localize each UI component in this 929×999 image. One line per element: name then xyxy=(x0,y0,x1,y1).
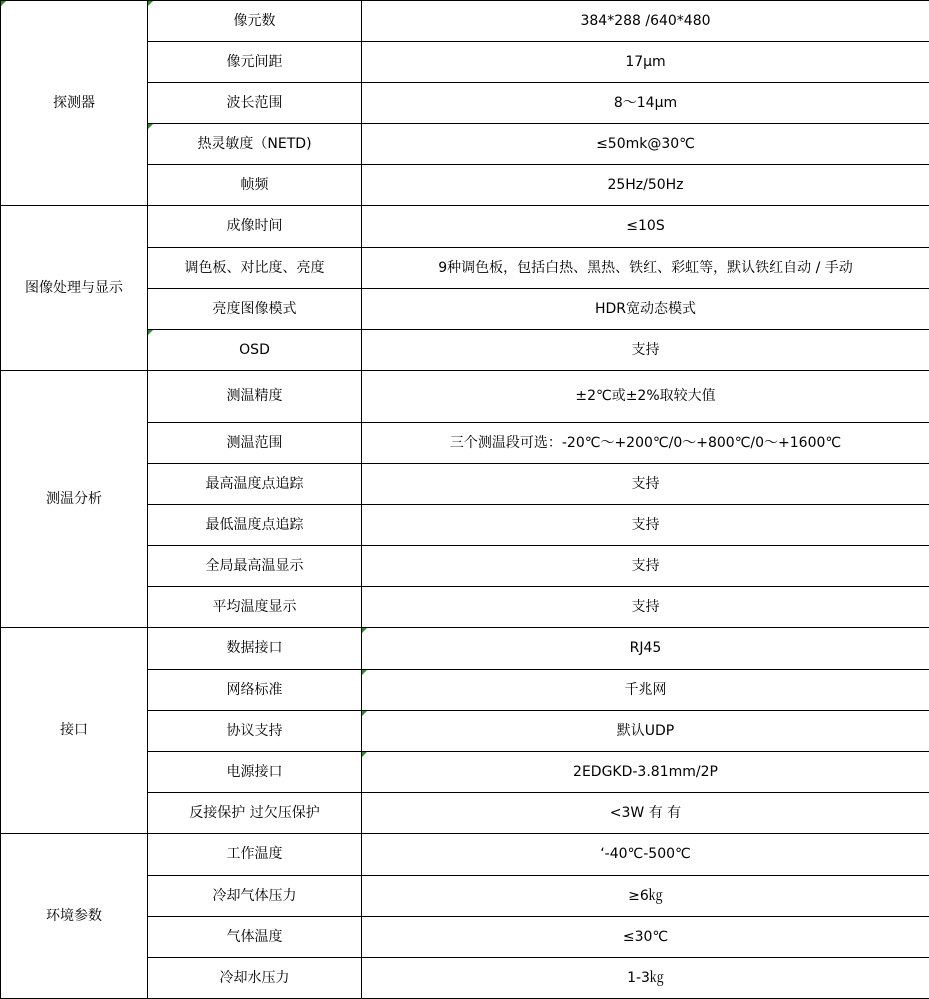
table-row xyxy=(1,1,929,42)
param-value: 支持 xyxy=(362,464,929,505)
param-value: HDR宽动态模式 xyxy=(362,289,929,330)
param-label: 数据接口 xyxy=(148,628,362,670)
param-label: 测温范围 xyxy=(148,423,362,464)
param-label: 冷却水压力 xyxy=(148,958,362,999)
param-label: 冷却气体压力 xyxy=(148,876,362,917)
param-value: <3W 有 有 xyxy=(362,793,929,834)
category-cell-environment: 环境参数 xyxy=(1,834,148,999)
param-value: 默认UDP xyxy=(362,711,929,752)
param-value: ±2℃或±2%取较大值 xyxy=(362,371,929,423)
category-cell-temperature-analysis: 测温分析 xyxy=(1,371,148,628)
table-row xyxy=(1,371,929,423)
param-label: 调色板、对比度、亮度 xyxy=(148,248,362,289)
table-row xyxy=(1,628,929,670)
param-value: 三个测温段可选：-20℃～+200℃/0～+800℃/0～+1600℃ xyxy=(362,423,929,464)
param-label: 全局最高温显示 xyxy=(148,546,362,587)
param-label: 测温精度 xyxy=(148,371,362,423)
param-value: ≤10S xyxy=(362,206,929,248)
param-label: 最低温度点追踪 xyxy=(148,505,362,546)
param-label: OSD xyxy=(148,330,362,371)
param-value: ≥6㎏ xyxy=(362,876,929,917)
param-label: 平均温度显示 xyxy=(148,587,362,628)
param-value: 8～14μm xyxy=(362,83,929,124)
param-value: 支持 xyxy=(362,330,929,371)
category-cell-detector: 探测器 xyxy=(1,1,148,206)
param-value: 支持 xyxy=(362,505,929,546)
param-label: 气体温度 xyxy=(148,917,362,958)
param-value: 17μm xyxy=(362,42,929,83)
param-label: 网络标准 xyxy=(148,670,362,711)
param-value: 1-3㎏ xyxy=(362,958,929,999)
param-label: 工作温度 xyxy=(148,834,362,876)
param-label: 热灵敏度（NETD) xyxy=(148,124,362,165)
param-value: 千兆网 xyxy=(362,670,929,711)
param-value: ≤30℃ xyxy=(362,917,929,958)
param-label: 成像时间 xyxy=(148,206,362,248)
param-label: 像元间距 xyxy=(148,42,362,83)
param-value: 2EDGKD-3.81mm/2P xyxy=(362,752,929,793)
table-row xyxy=(1,834,929,876)
param-value: 支持 xyxy=(362,546,929,587)
param-label: 像元数 xyxy=(148,1,362,42)
param-label: 最高温度点追踪 xyxy=(148,464,362,505)
param-label: 协议支持 xyxy=(148,711,362,752)
table-row xyxy=(1,206,929,248)
param-label: 反接保护 过欠压保护 xyxy=(148,793,362,834)
param-value: ≤50mk@30℃ xyxy=(362,124,929,165)
category-cell-interface: 接口 xyxy=(1,628,148,834)
category-cell-image-processing: 图像处理与显示 xyxy=(1,206,148,371)
param-label: 波长范围 xyxy=(148,83,362,124)
param-value: 9种调色板，包括白热、黑热、铁红、彩虹等，默认铁红自动 / 手动 xyxy=(362,248,929,289)
param-value: 384*288 /640*480 xyxy=(362,1,929,42)
param-value: ‘-40℃-500℃ xyxy=(362,834,929,876)
param-value: 支持 xyxy=(362,587,929,628)
param-label: 帧频 xyxy=(148,165,362,206)
param-label: 亮度图像模式 xyxy=(148,289,362,330)
param-label: 电源接口 xyxy=(148,752,362,793)
param-value: 25Hz/50Hz xyxy=(362,165,929,206)
param-value: RJ45 xyxy=(362,628,929,670)
